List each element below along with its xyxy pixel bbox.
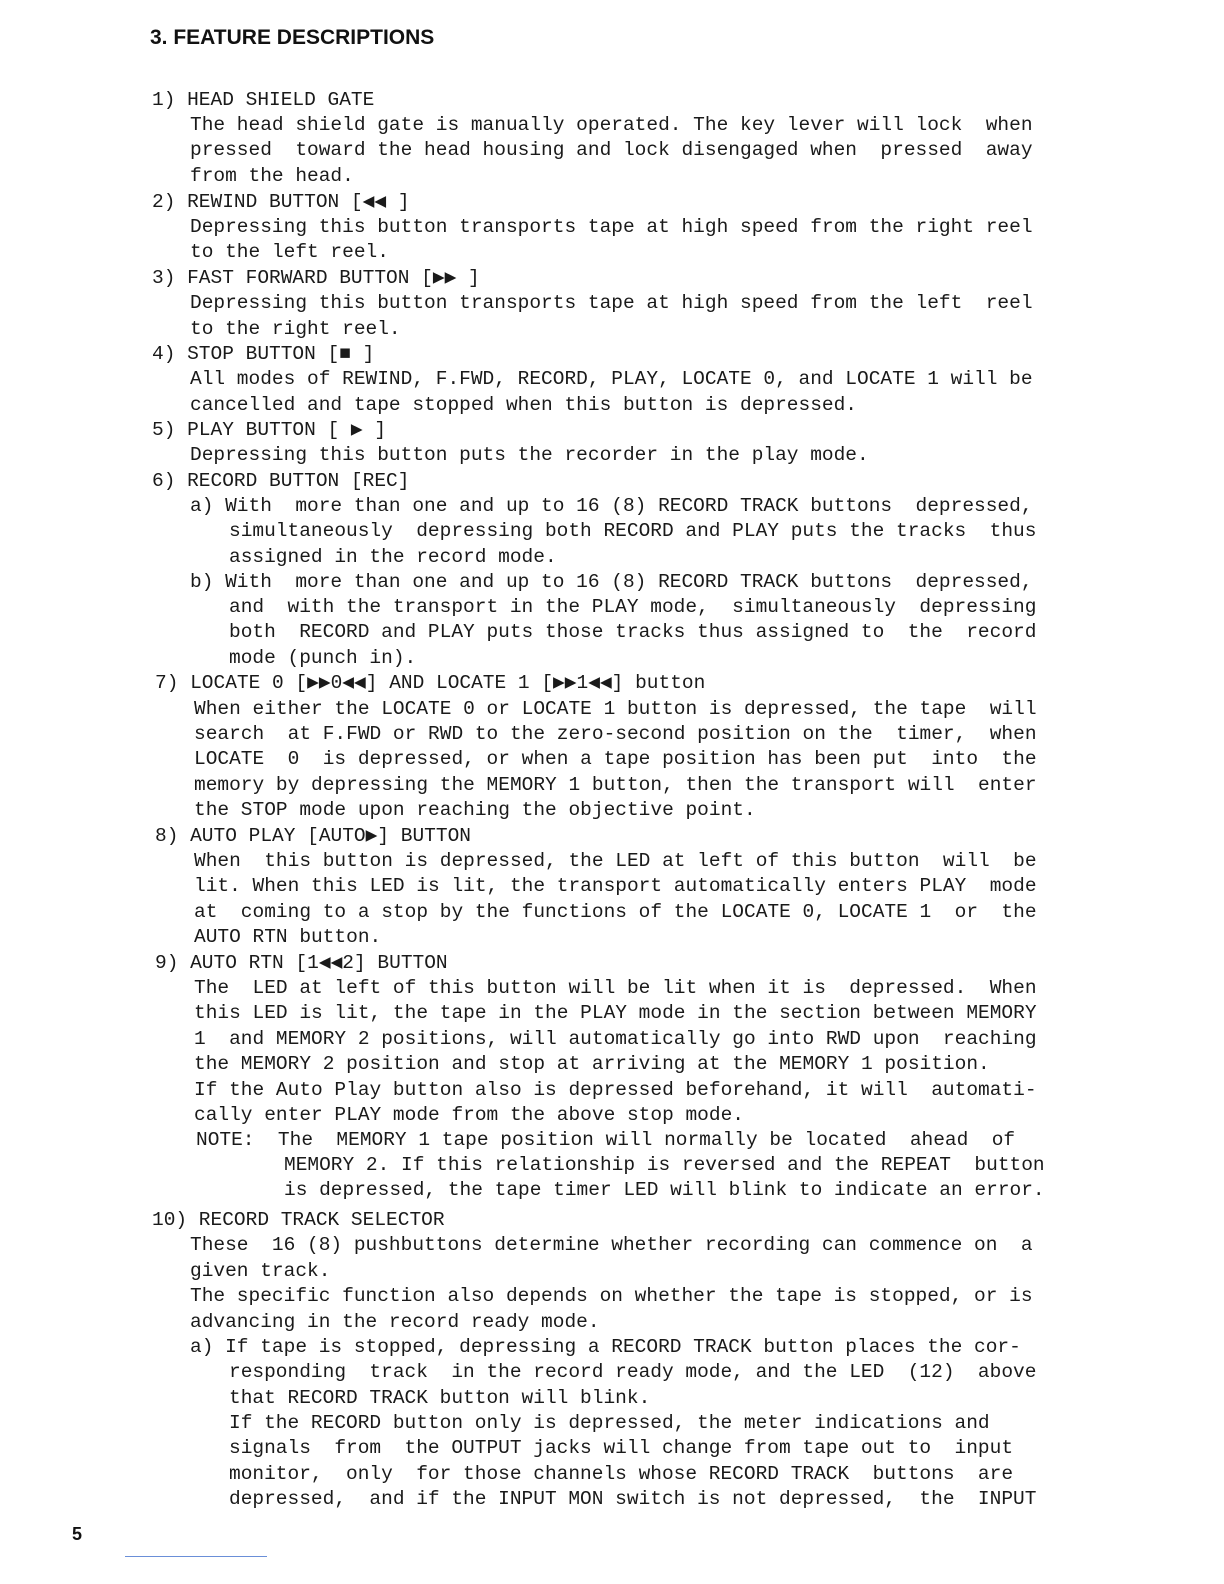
item-title: 5) PLAY BUTTON [ ▶ ] — [152, 419, 387, 441]
text-line: that RECORD TRACK button will blink. — [229, 1387, 651, 1409]
text-line: AUTO RTN button. — [194, 926, 382, 948]
item-title: 10) RECORD TRACK SELECTOR — [152, 1209, 445, 1231]
text-line: LOCATE 0 is depressed, or when a tape position has been put into the — [194, 748, 1037, 770]
text-line: advancing in the record ready mode. — [190, 1311, 600, 1333]
item-title: 3) FAST FORWARD BUTTON [▶▶ ] — [152, 267, 480, 289]
item-title: 2) REWIND BUTTON [◀◀ ] — [152, 191, 410, 213]
text-line: search at F.FWD or RWD to the zero-second position on the timer, when — [194, 723, 1037, 745]
item-title: 9) AUTO RTN [1◀◀2] BUTTON — [155, 952, 448, 974]
text-line: and with the transport in the PLAY mode, simultaneously depressing — [229, 596, 1037, 618]
text-line: cally enter PLAY mode from the above stop mode. — [194, 1104, 744, 1126]
footer-rule — [125, 1556, 267, 1557]
text-line: the STOP mode upon reaching the objective point. — [194, 799, 756, 821]
text-line: responding track in the record ready mode, and the LED (12) above — [229, 1361, 1037, 1383]
text-line: mode (punch in). — [229, 647, 417, 669]
text-line: depressed, and if the INPUT MON switch is not depressed, the INPUT — [229, 1488, 1037, 1510]
text-line: signals from the OUTPUT jacks will change from tape out to input — [229, 1437, 1014, 1459]
text-line: to the right reel. — [190, 318, 401, 340]
text-line: Depressing this button transports tape at high speed from the right reel — [190, 216, 1033, 238]
note-line: NOTE: The MEMORY 1 tape position will normally be located ahead of — [196, 1129, 1016, 1151]
item-title: 6) RECORD BUTTON [REC] — [152, 470, 410, 492]
text-line: simultaneously depressing both RECORD and PLAY puts the tracks thus — [229, 520, 1037, 542]
text-line: given track. — [190, 1260, 331, 1282]
text-line: All modes of REWIND, F.FWD, RECORD, PLAY, LOCATE 0, and LOCATE 1 will be — [190, 368, 1033, 390]
text-line: memory by depressing the MEMORY 1 button, then the transport will enter — [194, 774, 1037, 796]
note-line: MEMORY 2. If this relationship is reversed and the REPEAT button — [284, 1154, 1045, 1176]
text-line: b) With more than one and up to 16 (8) RECORD TRACK buttons depressed, — [190, 571, 1033, 593]
item-title: 8) AUTO PLAY [AUTO▶] BUTTON — [155, 825, 471, 847]
item-title: 1) HEAD SHIELD GATE — [152, 89, 375, 111]
section-heading: 3. FEATURE DESCRIPTIONS — [150, 26, 435, 49]
note-line: is depressed, the tape timer LED will blink to indicate an error. — [284, 1179, 1045, 1201]
page-number: 5 — [72, 1524, 83, 1544]
text-line: The specific function also depends on whether the tape is stopped, or is — [190, 1285, 1033, 1307]
text-line: the MEMORY 2 position and stop at arriving at the MEMORY 1 position. — [194, 1053, 990, 1075]
item-title: 4) STOP BUTTON [■ ] — [152, 343, 375, 365]
text-line: this LED is lit, the tape in the PLAY mode in the section between MEMORY — [194, 1002, 1037, 1024]
item-title: 7) LOCATE 0 [▶▶0◀◀] AND LOCATE 1 [▶▶1◀◀] button — [155, 672, 706, 694]
text-line: When this button is depressed, the LED at left of this button will be — [194, 850, 1037, 872]
text-line: When either the LOCATE 0 or LOCATE 1 button is depressed, the tape will — [194, 698, 1037, 720]
text-line: at coming to a stop by the functions of the LOCATE 0, LOCATE 1 or the — [194, 901, 1037, 923]
text-line: both RECORD and PLAY puts those tracks thus assigned to the record — [229, 621, 1037, 643]
text-line: pressed toward the head housing and lock disengaged when pressed away — [190, 139, 1033, 161]
text-line: from the head. — [190, 165, 354, 187]
text-line: lit. When this LED is lit, the transport automatically enters PLAY mode — [194, 875, 1037, 897]
text-line: cancelled and tape stopped when this button is depressed. — [190, 394, 858, 416]
text-line: Depressing this button transports tape at high speed from the left reel — [190, 292, 1033, 314]
text-line: to the left reel. — [190, 241, 389, 263]
text-line: If the Auto Play button also is depressed beforehand, it will automati- — [194, 1079, 1037, 1101]
text-line: a) With more than one and up to 16 (8) RECORD TRACK buttons depressed, — [190, 495, 1033, 517]
text-line: If the RECORD button only is depressed, the meter indications and — [229, 1412, 990, 1434]
text-line: assigned in the record mode. — [229, 546, 557, 568]
text-line: These 16 (8) pushbuttons determine whether recording can commence on a — [190, 1234, 1033, 1256]
text-line: 1 and MEMORY 2 positions, will automatically go into RWD upon reaching — [194, 1028, 1037, 1050]
text-line: The LED at left of this button will be lit when it is depressed. When — [194, 977, 1037, 999]
text-line: a) If tape is stopped, depressing a RECORD TRACK button places the cor- — [190, 1336, 1021, 1358]
text-line: monitor, only for those channels whose RECORD TRACK buttons are — [229, 1463, 1014, 1485]
text-line: Depressing this button puts the recorder in the play mode. — [190, 444, 869, 466]
text-line: The head shield gate is manually operated. The key lever will lock when — [190, 114, 1033, 136]
